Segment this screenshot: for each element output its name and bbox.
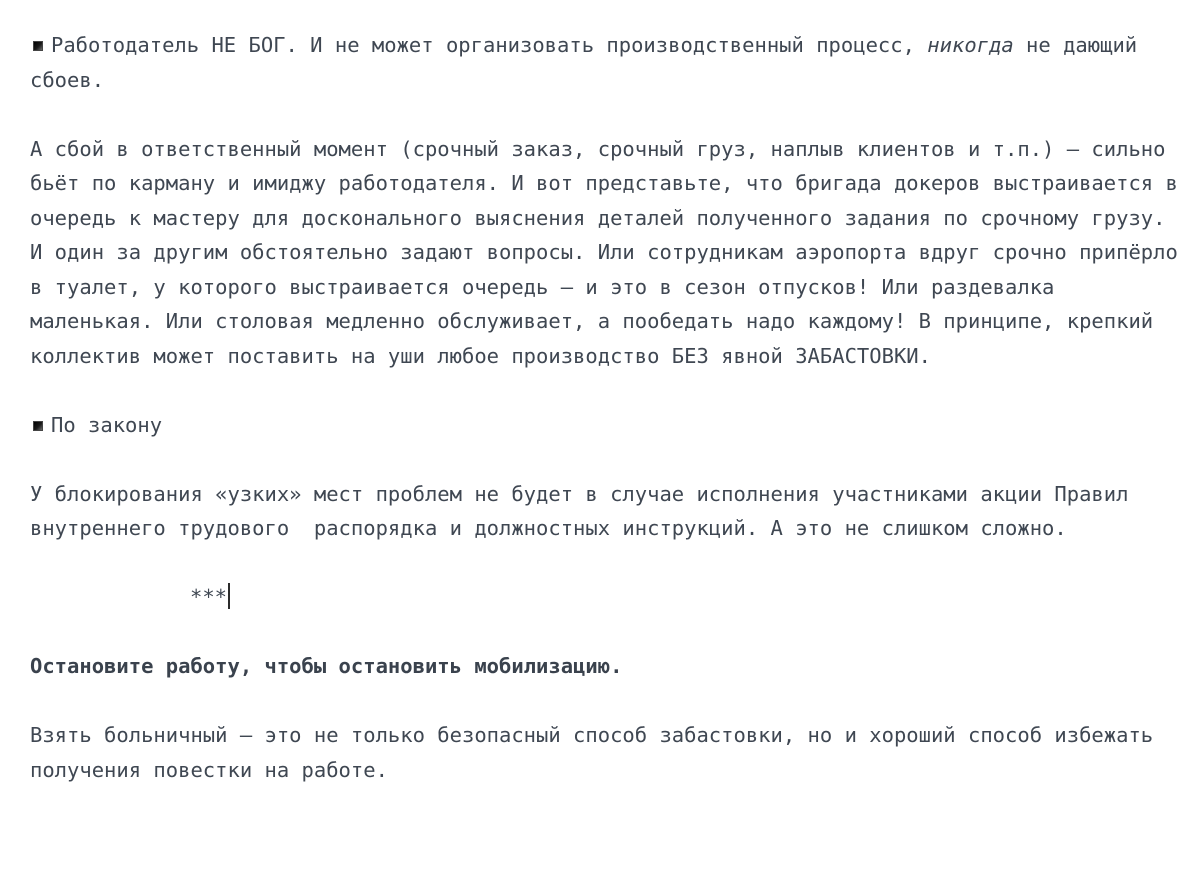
text-cursor (228, 583, 230, 609)
paragraph-1-text-start: Работодатель НЕ БОГ. И не может организовать производственный процесс, (51, 33, 928, 57)
bold-heading-stop-work: Остановите работу, чтобы остановить мобилизацию. (30, 654, 623, 678)
paragraph-failure-example: А сбой в ответственный момент (срочный заказ, срочный груз, наплыв клиентов и т.п.) — сильно бьёт по карману и имиджу работодателя. И вот представьте, что бригада докеров выстраивается в очередь к мастеру для досконального выяснения деталей полученного задания по срочному грузу. И один за другим обстоятельно задают вопросы. Или сотрудникам аэропорта вдруг срочно припёрло в туалет, у которого выстраивается очередь — и это в сезон отпусков! Или раздевалка маленькая. Или столовая медленно обслуживает, а пообедать надо каждому! В принципе, крепкий коллектив может поставить на уши любое производство БЕЗ явной ЗАБАСТОВКИ. (30, 136, 1191, 368)
document-body[interactable] (30, 28, 1191, 822)
separator-asterisks: *** (190, 585, 228, 609)
by-law-text: По закону (51, 412, 163, 437)
paragraph-blocking-bottlenecks: У блокирования «узких» мест проблем не будет в случае исполнения участниками акции Правил внутреннего трудового распорядка и должностных инструкций. А это не слишком сложно. (30, 481, 1141, 540)
bullet-square-icon (33, 421, 43, 431)
paragraph-1-text-end: не дающий сбоев. (30, 33, 1150, 92)
paragraph-employer-not-god (30, 28, 1180, 97)
paragraph-by-law-heading (30, 408, 1180, 443)
paragraph-1-emphasis: никогда (927, 33, 1014, 57)
section-separator (30, 580, 1180, 615)
paragraph-sick-leave: Взять больничный — это не только безопасный способ забастовки, но и хороший способ избежать получения повестки на работе. (30, 723, 1166, 782)
bullet-square-icon (33, 41, 43, 51)
